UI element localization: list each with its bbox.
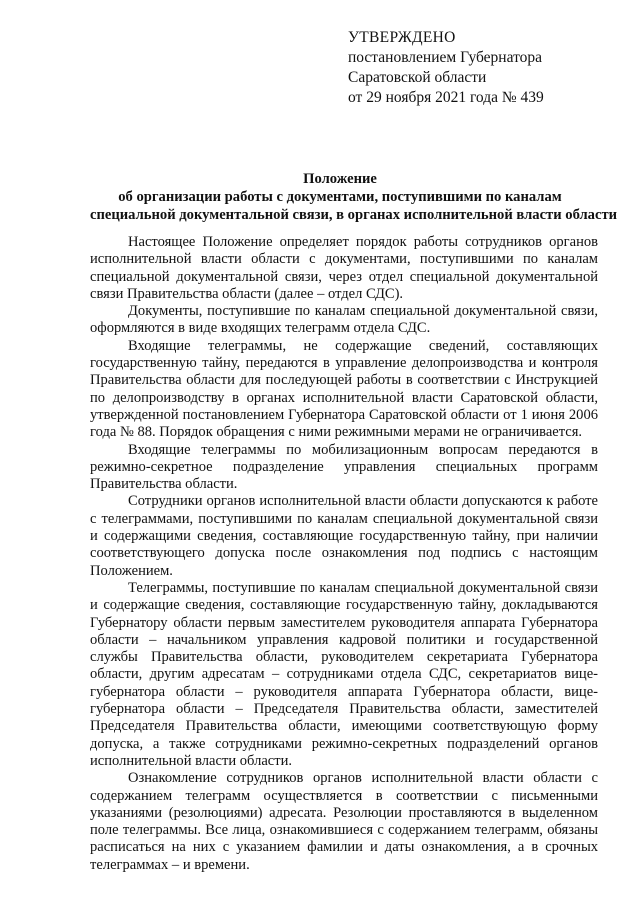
paragraph: Ознакомление сотрудников органов исполнительной власти области с содержанием телеграмм осуществляется в соответствии с письменными указаниями (резолюциями) адресата. Резолюции проставляются в выделенном поле телеграммы. Все лица, ознакомившиеся с содержанием телеграмм, обязаны расписаться на них с указанием фамилии и даты ознакомления, а в срочных телеграммах – и времени. — [90, 770, 598, 873]
document-body — [90, 234, 598, 874]
title-line: об организации работы с документами, поступившими по каналам — [118, 189, 562, 205]
paragraph: Настоящее Положение определяет порядок работы сотрудников органов исполнительной власти области с документами, поступившими по каналам специальной документальной связи, через отдел специальной документальной связи Правительства области (далее – отдел СДС). — [90, 234, 598, 302]
paragraph: Телеграммы, поступившие по каналам специальной документальной связи и содержащие сведения, составляющие государственную тайну, докладываются Губернатору области первым заместителем руководителя аппарата Губернатора области – начальником управления кадровой политики и государственной службы Правительства области, руководителем секретариата Губернатора области, другим адресатам – сотрудниками отдела СДС, секретариатов вице-губернатора области – руководителя аппарата Губернатора области, вице-губернатора области – Председателя Правительства области, заместителей Председателя Правительства области, имеющими соответствующую форму допуска, а также сотрудниками режимно-секретных подразделений органов исполнительной власти области. — [90, 579, 598, 769]
approval-heading: УТВЕРЖДЕНО — [348, 29, 456, 46]
approval-stamp — [348, 28, 608, 108]
approval-line: постановлением Губернатора — [348, 49, 543, 66]
approval-line: Саратовской области — [348, 69, 487, 86]
paragraph: Документы, поступившие по каналам специальной документальной связи, оформляются в виде входящих телеграмм отдела СДС. — [90, 303, 598, 337]
approval-date-number: от 29 ноября 2021 года № 439 — [348, 89, 544, 106]
paragraph: Сотрудники органов исполнительной власти области допускаются к работе с телеграммами, поступившими по каналам специальной документальной связи и содержащими сведения, составляющие государственную тайну, при наличии соответствующего допуска после ознакомления под подпись с настоящим Положением. — [90, 493, 598, 579]
document-title — [90, 170, 618, 224]
title-line: специальной документальной связи, в органах исполнительной власти области — [90, 207, 618, 223]
paragraph: Входящие телеграммы, не содержащие сведений, составляющих государственную тайну, передаются в управление делопроизводства и контроля Правительства области для последующей работы в соответствии с Инструкцией по делопроизводству в органах исполнительной власти Саратовской области, утвержденной постановлением Губернатора Саратовской области от 1 июня 2006 года № 88. Порядок обращения с ними режимными мерами не ограничивается. — [90, 337, 598, 441]
paragraph: Входящие телеграммы по мобилизационным вопросам передаются в режимно-секретное подразделение управления специальных программ Правительства области. — [90, 441, 598, 493]
title-line: Положение — [303, 171, 377, 187]
